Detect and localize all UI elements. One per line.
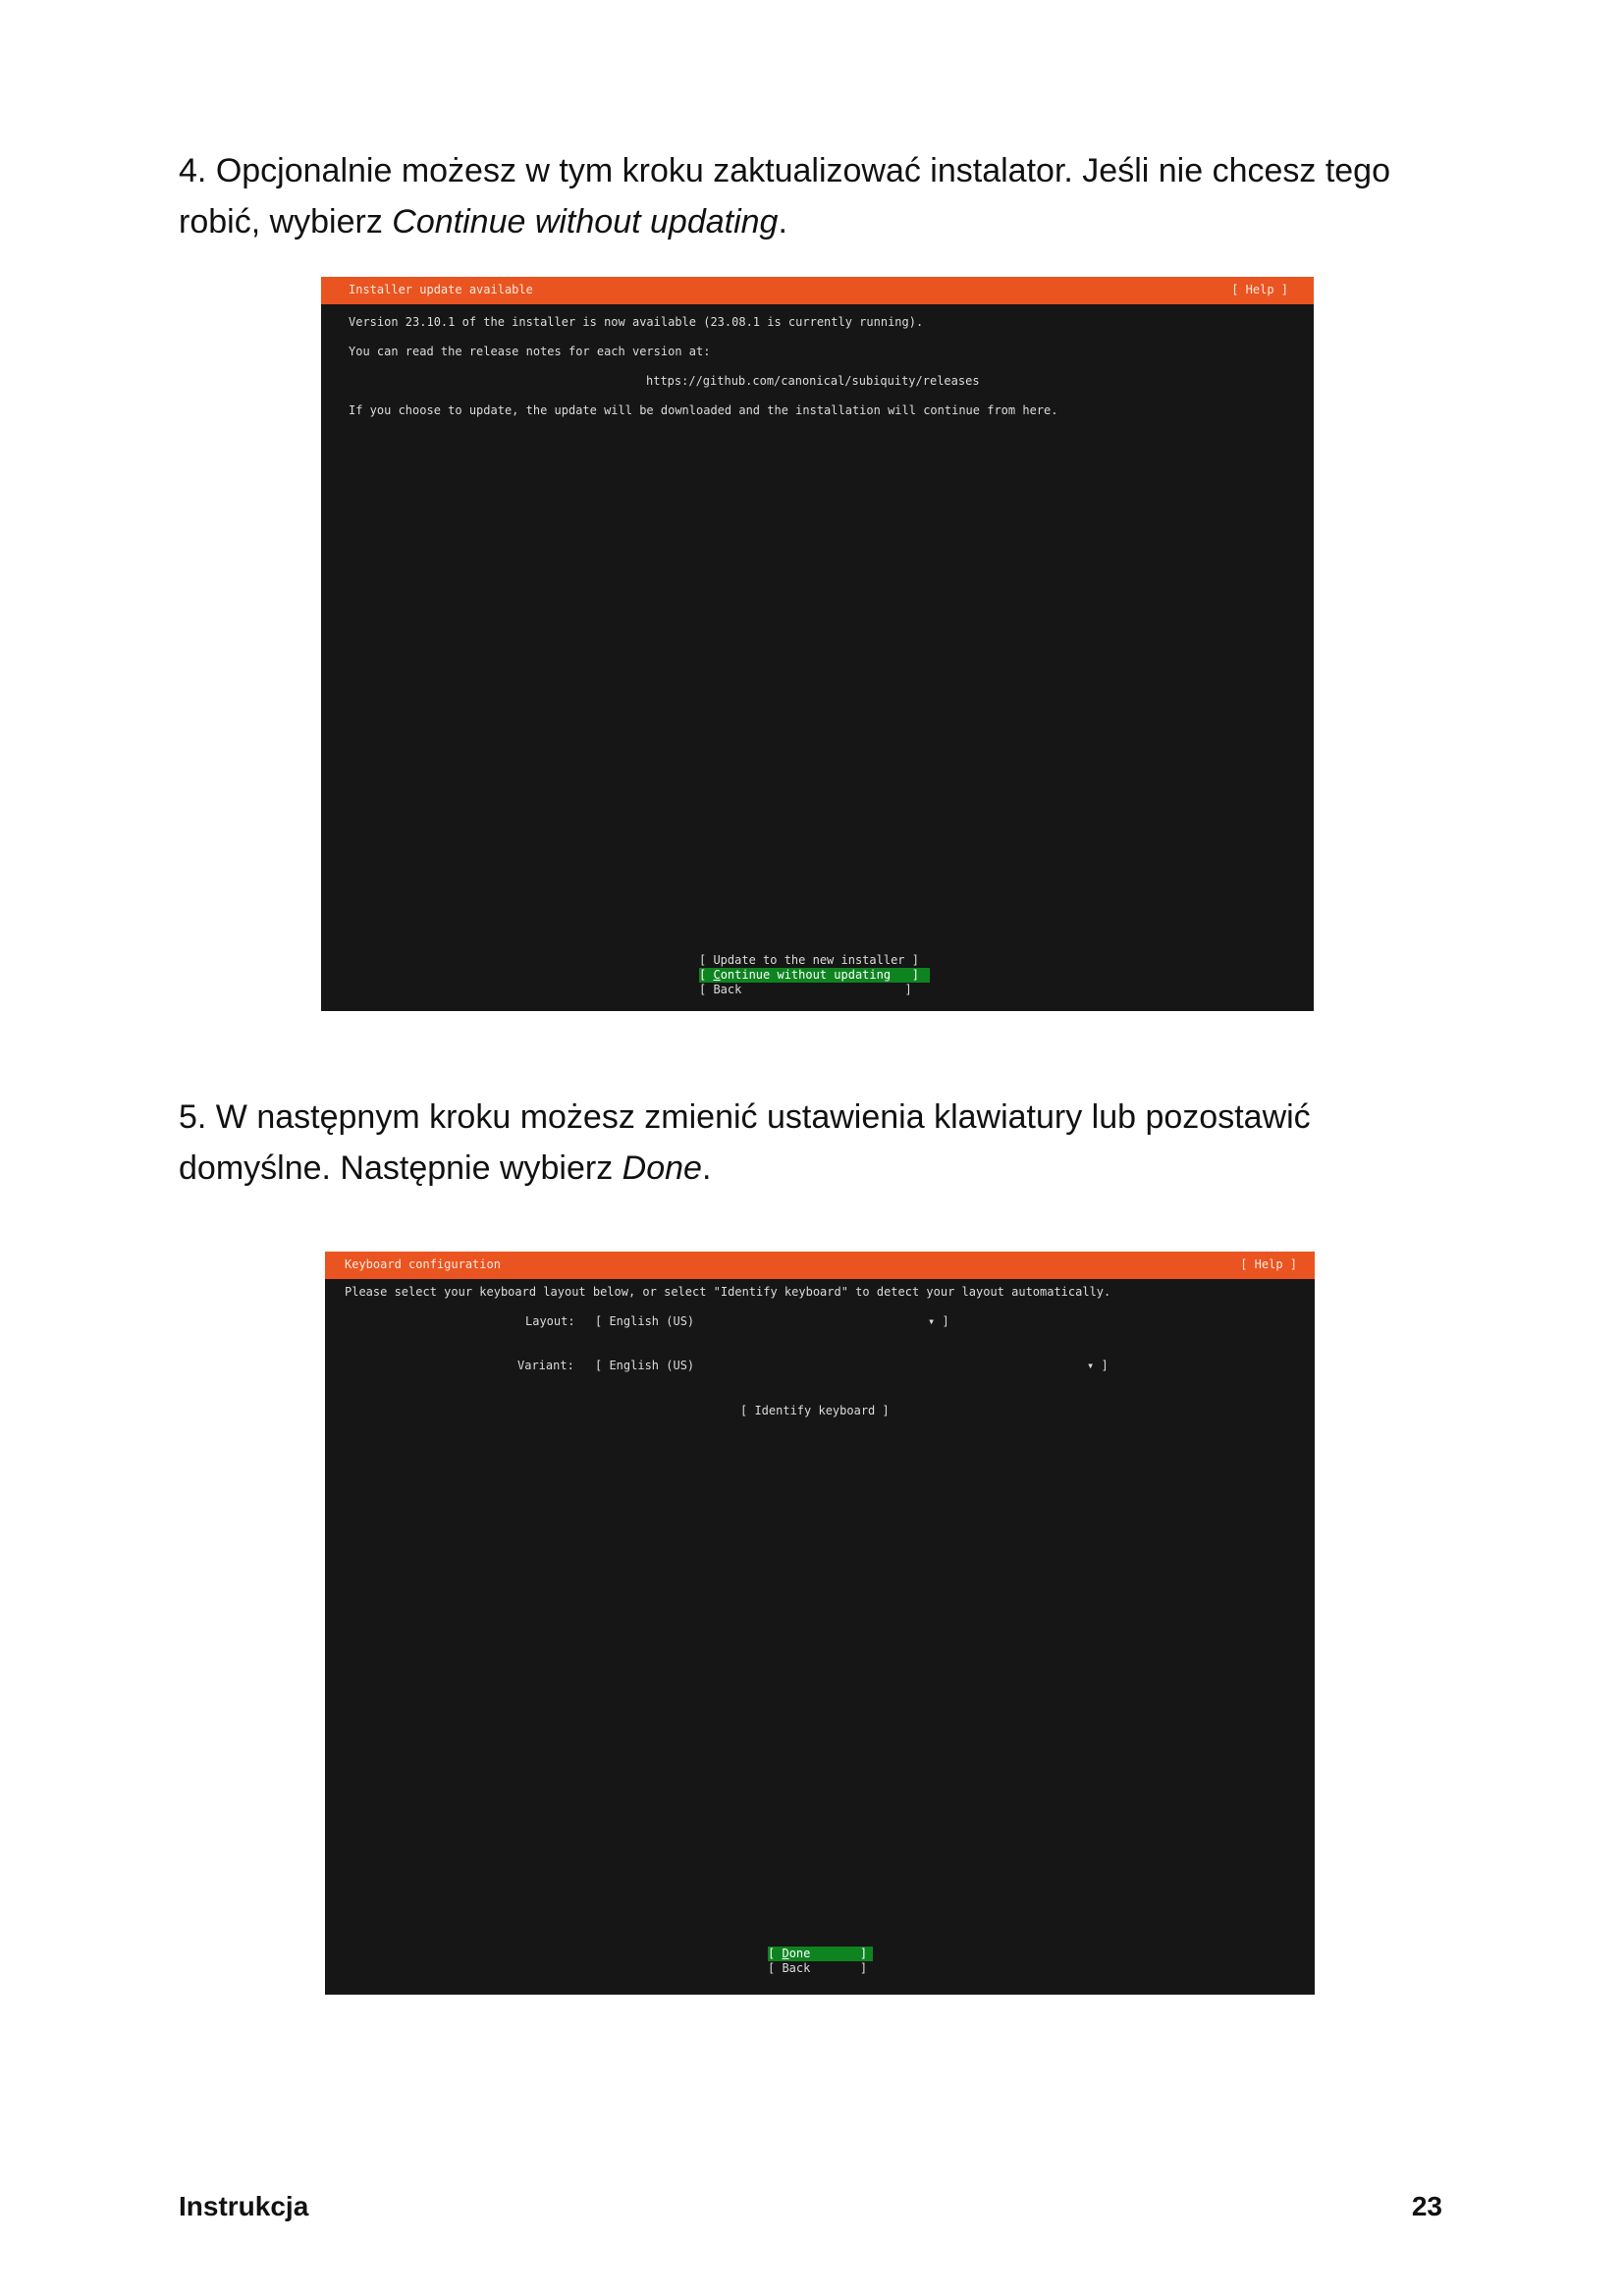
step-4-period: .: [778, 203, 787, 240]
layout-label: Layout:: [525, 1314, 575, 1328]
step-5-text: W następnym kroku możesz zmienić ustawienia klawiatury lub pozostawić domyślne. Następnie wybierz: [179, 1098, 1311, 1187]
continue-bracket: [: [699, 968, 714, 982]
back-button[interactable]: [ Back ]: [768, 1961, 868, 1975]
done-bracket: [: [768, 1947, 783, 1960]
step-4-text: Opcjonalnie możesz w tym kroku zaktualizować instalator. Jeśli nie chcesz tego robić, wybierz: [179, 152, 1391, 240]
step-4-number: 4.: [179, 152, 207, 189]
help-button[interactable]: [ Help ]: [1240, 1257, 1297, 1271]
update-installer-button[interactable]: [ Update to the new installer ]: [699, 953, 919, 967]
continue-hotkey: C: [713, 968, 721, 982]
keyboard-title-bar: [325, 1252, 1315, 1279]
page-number: 23: [1411, 2191, 1442, 2221]
identify-keyboard-button[interactable]: [ Identify keyboard ]: [740, 1404, 890, 1417]
back-button[interactable]: [ Back ]: [699, 983, 912, 996]
step-5-instruction: [179, 1092, 1455, 1194]
step-4-instruction: [179, 145, 1455, 247]
continue-label: ontinue without updating ]: [720, 968, 919, 982]
keyboard-config-screenshot: [325, 1252, 1315, 1995]
done-button[interactable]: [768, 1947, 873, 1961]
release-notes-url: https://github.com/canonical/subiquity/releases: [646, 374, 980, 388]
footer-title: Instrukcja: [179, 2191, 309, 2221]
step-5-period: .: [701, 1149, 712, 1187]
update-info-line: If you choose to update, the update will be downloaded and the installation will continue from here.: [349, 403, 1058, 417]
keyboard-intro: Please select your keyboard layout below, or select "Identify keyboard" to detect your layout automatically.: [345, 1285, 1111, 1299]
variant-label: Variant:: [517, 1359, 574, 1372]
version-line: Version 23.10.1 of the installer is now available (23.08.1 is currently running).: [349, 315, 924, 329]
installer-title-bar: [321, 277, 1314, 304]
installer-title: Installer update available: [349, 283, 533, 296]
continue-without-updating-button[interactable]: [699, 968, 930, 983]
installer-update-screenshot: [321, 277, 1314, 1011]
done-hotkey: D: [782, 1947, 789, 1960]
done-label: one ]: [788, 1947, 868, 1960]
variant-dropdown-arrow[interactable]: ▾ ]: [1087, 1359, 1109, 1372]
layout-select[interactable]: [ English (US): [595, 1314, 695, 1328]
keyboard-title: Keyboard configuration: [345, 1257, 501, 1271]
step-5-emphasis: Done: [622, 1149, 702, 1187]
step-4-emphasis: Continue without updating: [392, 203, 779, 240]
variant-select[interactable]: [ English (US): [595, 1359, 695, 1372]
release-notes-line: You can read the release notes for each version at:: [349, 345, 711, 358]
layout-dropdown-arrow[interactable]: ▾ ]: [928, 1314, 949, 1328]
help-button[interactable]: [ Help ]: [1231, 283, 1288, 296]
step-5-number: 5.: [179, 1098, 207, 1136]
